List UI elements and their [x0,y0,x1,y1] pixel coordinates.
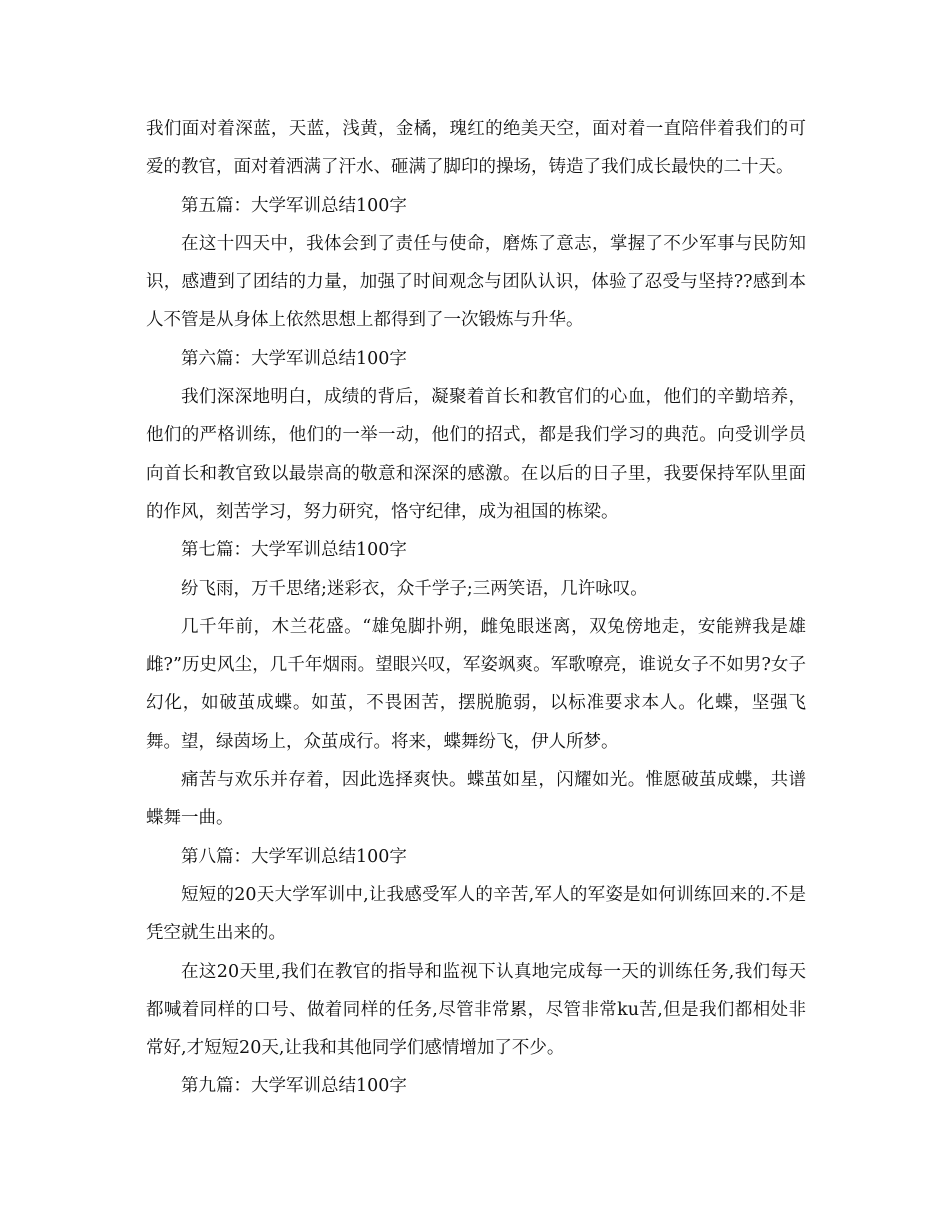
section-heading-9: 第九篇：大学军训总结100字 [181,1076,407,1097]
paragraph-section-6: 我们深深地明白，成绩的背后，凝聚着首长和教官们的心血，他们的辛勤培养，他们的严格训练，他们的一举一动，他们的招式，都是我们学习的典范。向受训学员向首长和教官致以最崇高的敬意和深深的感激。在以后的日子里，我要保持军队里面的作风，刻苦学习，努力研究，恪守纪律，成为祖国的栋梁。 [146,387,806,522]
paragraph-section-8-a: 短短的20天大学军训中,让我感受军人的辛苦,军人的军姿是如何训练回来的.不是凭空就生出来的。 [146,884,806,944]
paragraph-section-7-a: 纷飞雨，万千思绪;迷彩衣，众千学子;三两笑语，几许咏叹。 [181,578,648,599]
paragraph-section-5: 在这十四天中，我体会到了责任与使命，磨炼了意志，掌握了不少军事与民防知识，感遭到了团结的力量，加强了时间观念与团队认识，体验了忍受与坚持??感到本人不管是从身体上依然思想上都得到了一次锻炼与升华。 [146,233,806,331]
paragraph-intro-sky: 我们面对着深蓝，天蓝，浅黄，金橘，瑰红的绝美天空，面对着一直陪伴着我们的可爱的教官，面对着洒满了汗水、砸满了脚印的操场，铸造了我们成长最快的二十天。 [146,119,806,178]
paragraph-section-8-b: 在这20天里,我们在教官的指导和监视下认真地完成每一天的训练任务,我们每天都喊着同样的口号、做着同样的任务,尽管非常累，尽管非常ku苦,但是我们都相处非常好,才短短20天,让我和其他同学们感情增加了不少。 [146,961,806,1059]
section-heading-8: 第八篇：大学军训总结100字 [181,846,407,867]
section-heading-7: 第七篇：大学军训总结100字 [181,540,407,561]
section-heading-5: 第五篇：大学军训总结100字 [181,195,407,216]
paragraph-section-7-c: 痛苦与欢乐并存着，因此选择爽快。蝶茧如星，闪耀如光。惟愿破茧成蝶，共谱蝶舞一曲。 [146,770,806,829]
section-heading-6: 第六篇：大学军训总结100字 [181,348,407,369]
paragraph-section-7-b: 几千年前，木兰花盛。“雄兔脚扑朔，雌兔眼迷离，双兔傍地走，安能辨我是雄雌?”历史风尘，几千年烟雨。望眼兴叹，军姿飒爽。军歌嘹亮，谁说女子不如男?女子幻化，如破茧成蝶。如茧，不畏困苦，摆脱脆弱，以标准要求本人。化蝶，坚强飞舞。望，绿茵场上，众茧成行。将来，蝶舞纷飞，伊人所梦。 [146,616,806,752]
document-page [146,110,806,1106]
